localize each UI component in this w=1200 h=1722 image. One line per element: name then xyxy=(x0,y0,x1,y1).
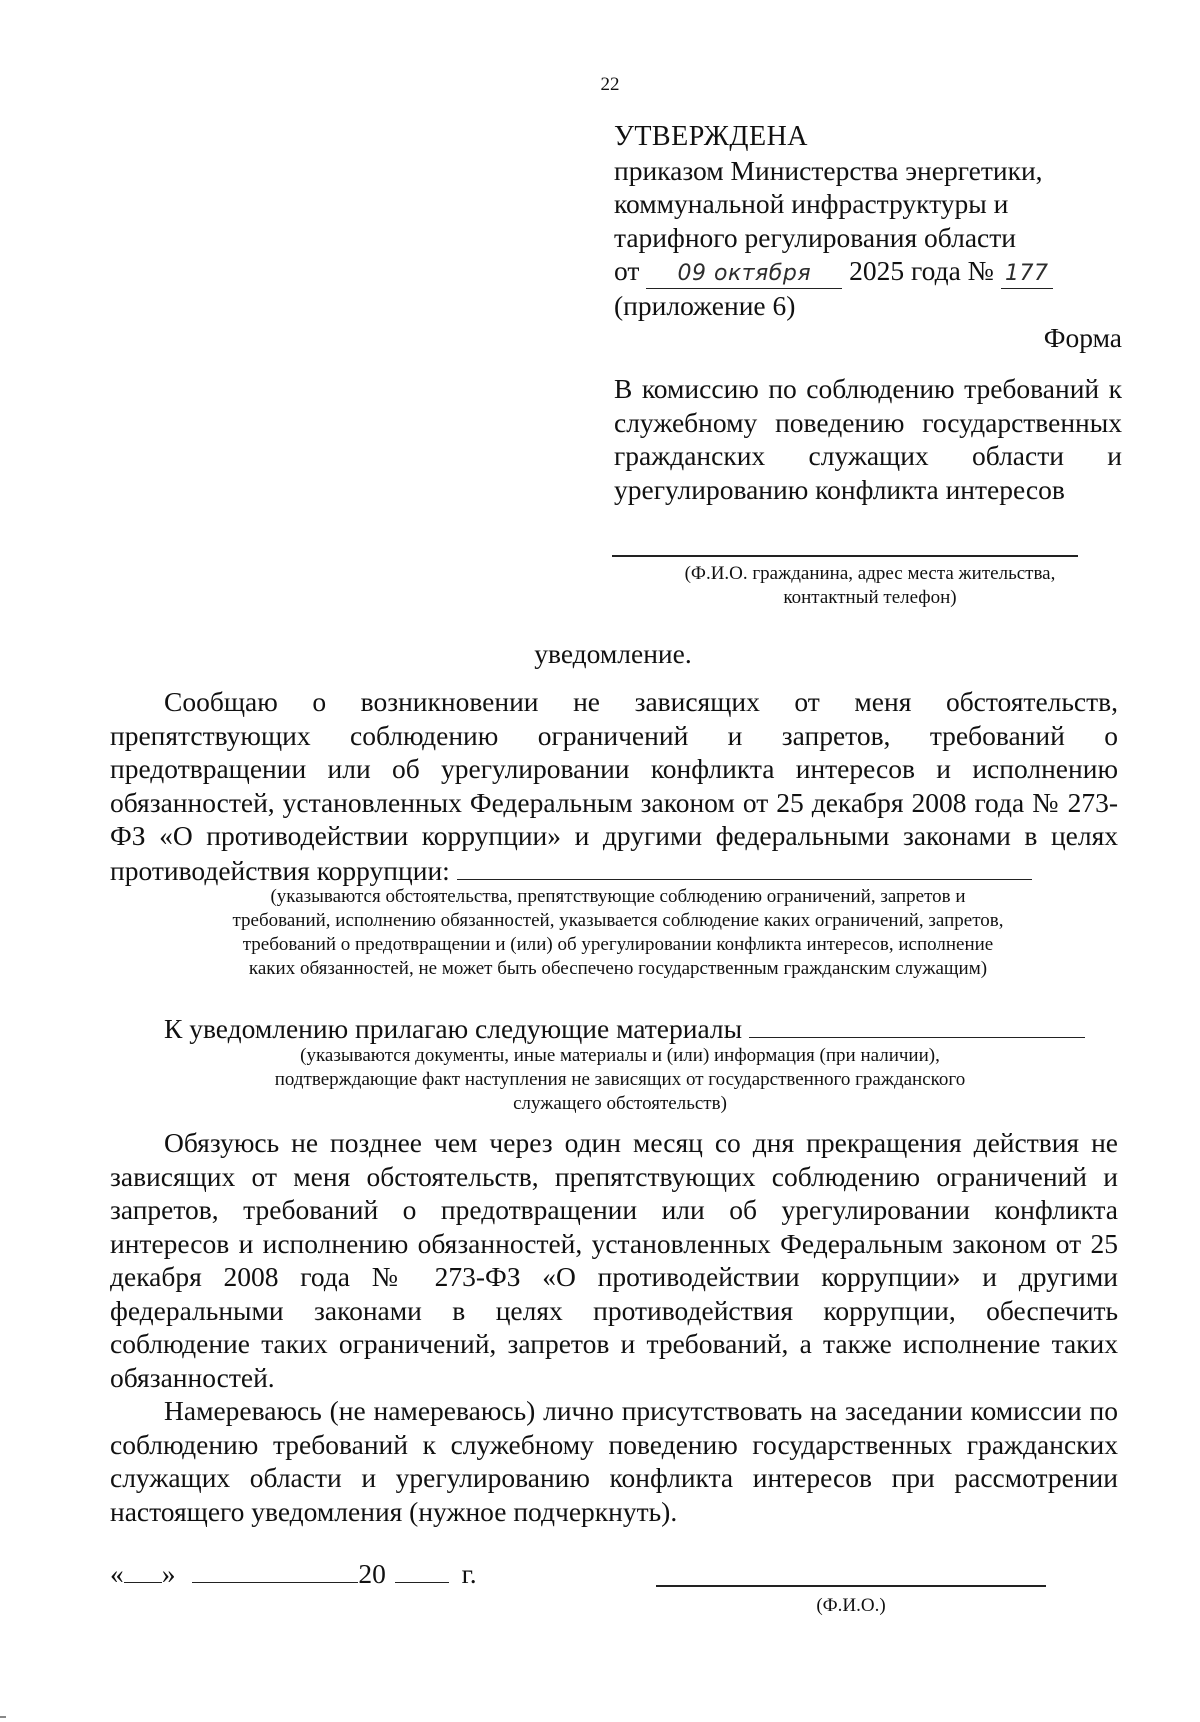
approval-date-line xyxy=(614,254,1134,289)
materials-fill-line xyxy=(749,1011,1085,1038)
applicant-caption-line-2: контактный телефон) xyxy=(783,587,957,608)
circumstances-fill-line xyxy=(457,853,1032,880)
appendix-note: (приложение 6) xyxy=(614,290,796,321)
approval-line-1: приказом Министерства энергетики, xyxy=(614,154,1043,186)
signature-fio-line xyxy=(656,1585,1046,1587)
circumstances-caption-line-4: каких обязанностей, не может быть обеспечено государственным гражданским служащим) xyxy=(248,958,988,979)
form-label: Форма xyxy=(1043,322,1122,353)
handwritten-date: 09 октября xyxy=(646,260,842,289)
day-fill-line xyxy=(124,1558,162,1583)
scan-artifact-mark xyxy=(0,1716,6,1718)
fio-caption: (Ф.И.О.) xyxy=(816,1595,886,1616)
paragraph-materials xyxy=(110,1011,1118,1046)
applicant-caption-line-1: (Ф.И.О. гражданина, адрес места жительства, xyxy=(684,563,1056,584)
paragraph-circumstances xyxy=(110,685,1118,887)
paragraph-2-text: К уведомлению прилагаю следующие материалы xyxy=(164,1013,743,1044)
circumstances-caption-line-3: требований о предотвращении и (или) об урегулировании конфликта интересов, исполнение xyxy=(242,934,994,955)
applicant-caption xyxy=(612,562,1128,610)
approval-stamp-block xyxy=(614,120,1134,323)
approval-heading: УТВЕРЖДЕНА xyxy=(614,121,809,152)
year-suffix: г. xyxy=(461,1558,477,1589)
approval-line-3: тарифного регулирования области xyxy=(614,221,1016,253)
century-text: 20 xyxy=(358,1558,386,1589)
date-prefix: от xyxy=(614,255,640,286)
approval-line-2: коммунальной инфраструктуры и xyxy=(614,188,1009,219)
materials-caption-line-2: подтверждающие факт наступления не зависящих от государственного гражданского xyxy=(274,1069,966,1090)
year-fill-line xyxy=(395,1558,449,1583)
handwritten-number: 177 xyxy=(1001,260,1053,289)
month-fill-line xyxy=(192,1558,358,1583)
paragraph-attendance: Намереваюсь (не намереваюсь) лично присутствовать на заседании комиссии по соблюдению требований к служебному поведению государственных гражданских служащих области и урегулированию конфликта интересов при рассмотрении настоящего уведомления (нужное подчеркнуть). xyxy=(110,1395,1118,1527)
circumstances-caption-line-2: требований, исполнению обязанностей, указывается соблюдение каких ограничений, запретов, xyxy=(232,910,1004,931)
materials-caption xyxy=(130,1044,1110,1116)
addressee-block: В комиссию по соблюдению требований к служебному поведению государственных гражданских служащих области и урегулированию конфликта интересов xyxy=(614,373,1122,505)
document-title: уведомление. xyxy=(534,638,692,669)
circumstances-caption-line-1: (указываются обстоятельства, препятствующие соблюдению ограничений, запретов и xyxy=(270,886,966,907)
date-open-quote: « xyxy=(110,1558,124,1589)
materials-caption-line-3: служащего обстоятельств) xyxy=(513,1093,727,1114)
applicant-fill-line xyxy=(612,555,1078,557)
year-text: 2025 года № xyxy=(849,255,994,286)
paragraph-obligation: Обязуюсь не позднее чем через один месяц со дня прекращения действия не зависящих от меня обстоятельств, препятствующих соблюдению ограничений и запретов, требований о предотвращении или об урегулировании конфликта интересов и исполнению обязанностей, установленных Федеральным законом от 25 декабря 2008 года № 273-ФЗ «О противодействии коррупции» и другими федеральными законами в целях противодействия коррупции, обеспечить соблюдение таких ограничений, запретов и требований, а также исполнение таких обязанностей. xyxy=(110,1127,1118,1393)
circumstances-caption xyxy=(100,885,1136,981)
page-number: 22 xyxy=(600,74,620,95)
signature-date-row xyxy=(110,1558,477,1590)
paragraph-1-text: Сообщаю о возникновении не зависящих от меня обстоятельств, препятствующих соблюдению ограничений и запретов, требований о предотвращении или об урегулировании конфликта интересов и исполнению обязанностей, установленных Федеральным законом от 25 декабря 2008 года № 273-ФЗ «О противодействии коррупции» и другими федеральными законами в целях противодействия коррупции: xyxy=(110,686,1118,886)
date-close-quote: » xyxy=(161,1558,176,1589)
materials-caption-line-1: (указываются документы, иные материалы и (или) информация (при наличии), xyxy=(300,1045,940,1066)
